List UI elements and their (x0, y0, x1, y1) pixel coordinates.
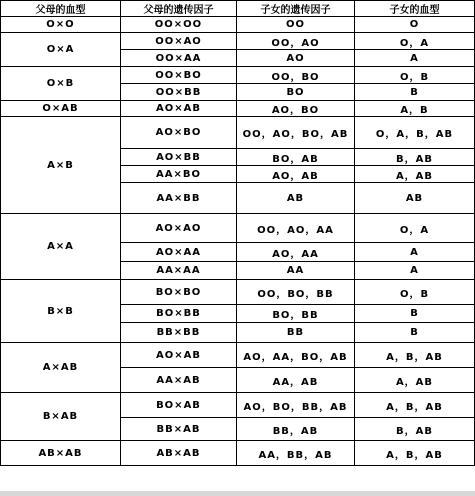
table-row (1, 280, 475, 305)
child-genotype-cell: OO，BO (237, 67, 355, 84)
child-blood-type-cell: A (355, 50, 475, 67)
child-genotype-cell: AB (237, 183, 355, 214)
parent-blood-type-cell: B×B (1, 280, 121, 343)
parent-genotype-cell: AO×AB (121, 343, 237, 368)
parent-genotype-cell: AO×BO (121, 117, 237, 149)
child-genotype-cell: BB，AB (237, 418, 355, 441)
parent-genotype-cell: OO×BO (121, 67, 237, 84)
child-blood-type-cell: B (355, 305, 475, 323)
parent-blood-type-cell: A×A (1, 214, 121, 280)
child-blood-type-cell: B (355, 323, 475, 343)
parent-genotype-cell: AA×BO (121, 166, 237, 183)
child-genotype-cell: AA，BB，AB (237, 441, 355, 466)
parent-genotype-cell: OO×OO (121, 17, 237, 33)
bottom-scrollbar-strip (0, 491, 475, 496)
parent-genotype-cell: BB×AB (121, 418, 237, 441)
child-genotype-cell: OO，AO，BO，AB (237, 117, 355, 149)
child-blood-type-cell: O，A (355, 33, 475, 50)
child-genotype-cell: BO，AB (237, 149, 355, 166)
child-blood-type-cell: A，AB (355, 368, 475, 393)
child-blood-type-cell: A，B，AB (355, 343, 475, 368)
child-blood-type-cell: A，B，AB (355, 393, 475, 418)
child-genotype-cell: BO (237, 84, 355, 101)
child-blood-type-cell: A，B，AB (355, 441, 475, 466)
parent-genotype-cell: BO×BO (121, 280, 237, 305)
header-child-genotype: 子女的遗传因子 (237, 1, 355, 17)
table-row (1, 214, 475, 243)
child-genotype-cell: AO，BO，BB，AB (237, 393, 355, 418)
parent-blood-type-cell: O×AB (1, 101, 121, 117)
parent-genotype-cell: AO×AB (121, 101, 237, 117)
child-blood-type-cell: O (355, 17, 475, 33)
parent-genotype-cell: OO×AO (121, 33, 237, 50)
parent-blood-type-cell: O×B (1, 67, 121, 101)
child-blood-type-cell: A (355, 243, 475, 262)
header-row (1, 1, 475, 17)
table-row (1, 393, 475, 418)
parent-genotype-cell: AO×BB (121, 149, 237, 166)
table-row (1, 117, 475, 149)
parent-blood-type-cell: A×AB (1, 343, 121, 393)
child-genotype-cell: OO，AO，AA (237, 214, 355, 243)
child-blood-type-cell: A，B (355, 101, 475, 117)
child-blood-type-cell: A (355, 262, 475, 280)
table-row (1, 441, 475, 466)
parent-genotype-cell: AO×AA (121, 243, 237, 262)
parent-blood-type-cell: AB×AB (1, 441, 121, 466)
child-blood-type-cell: O，A (355, 214, 475, 243)
child-genotype-cell: BB (237, 323, 355, 343)
child-blood-type-cell: O，B (355, 280, 475, 305)
child-blood-type-cell: O，A，B，AB (355, 117, 475, 149)
table-row (1, 67, 475, 84)
parent-genotype-cell: AB×AB (121, 441, 237, 466)
table-row (1, 101, 475, 117)
header-parent-blood-type: 父母的血型 (1, 1, 121, 17)
parent-blood-type-cell: B×AB (1, 393, 121, 441)
parent-genotype-cell: BO×BB (121, 305, 237, 323)
parent-genotype-cell: OO×BB (121, 84, 237, 101)
child-blood-type-cell: B，AB (355, 149, 475, 166)
parent-blood-type-cell: A×B (1, 117, 121, 214)
child-blood-type-cell: O，B (355, 67, 475, 84)
table-row (1, 17, 475, 33)
child-genotype-cell: AO (237, 50, 355, 67)
child-genotype-cell: AO，AB (237, 166, 355, 183)
parent-genotype-cell: AA×AB (121, 368, 237, 393)
table-row (1, 343, 475, 368)
child-genotype-cell: AA (237, 262, 355, 280)
parent-genotype-cell: AA×BB (121, 183, 237, 214)
parent-genotype-cell: AA×AA (121, 262, 237, 280)
header-parent-genotype: 父母的遗传因子 (121, 1, 237, 17)
header-child-blood-type: 子女的血型 (355, 1, 475, 17)
parent-genotype-cell: AO×AO (121, 214, 237, 243)
table-body (1, 17, 475, 466)
child-genotype-cell: OO (237, 17, 355, 33)
child-genotype-cell: AA，AB (237, 368, 355, 393)
parent-blood-type-cell: O×A (1, 33, 121, 67)
child-genotype-cell: AO，BO (237, 101, 355, 117)
child-blood-type-cell: B (355, 84, 475, 101)
parent-genotype-cell: OO×AA (121, 50, 237, 67)
child-blood-type-cell: B，AB (355, 418, 475, 441)
child-genotype-cell: BO，BB (237, 305, 355, 323)
child-genotype-cell: OO，BO，BB (237, 280, 355, 305)
child-blood-type-cell: AB (355, 183, 475, 214)
parent-genotype-cell: BB×BB (121, 323, 237, 343)
child-genotype-cell: AO，AA (237, 243, 355, 262)
child-genotype-cell: OO，AO (237, 33, 355, 50)
parent-blood-type-cell: O×O (1, 17, 121, 33)
child-genotype-cell: AO，AA，BO，AB (237, 343, 355, 368)
child-blood-type-cell: A，AB (355, 166, 475, 183)
parent-genotype-cell: BO×AB (121, 393, 237, 418)
table-row (1, 33, 475, 50)
